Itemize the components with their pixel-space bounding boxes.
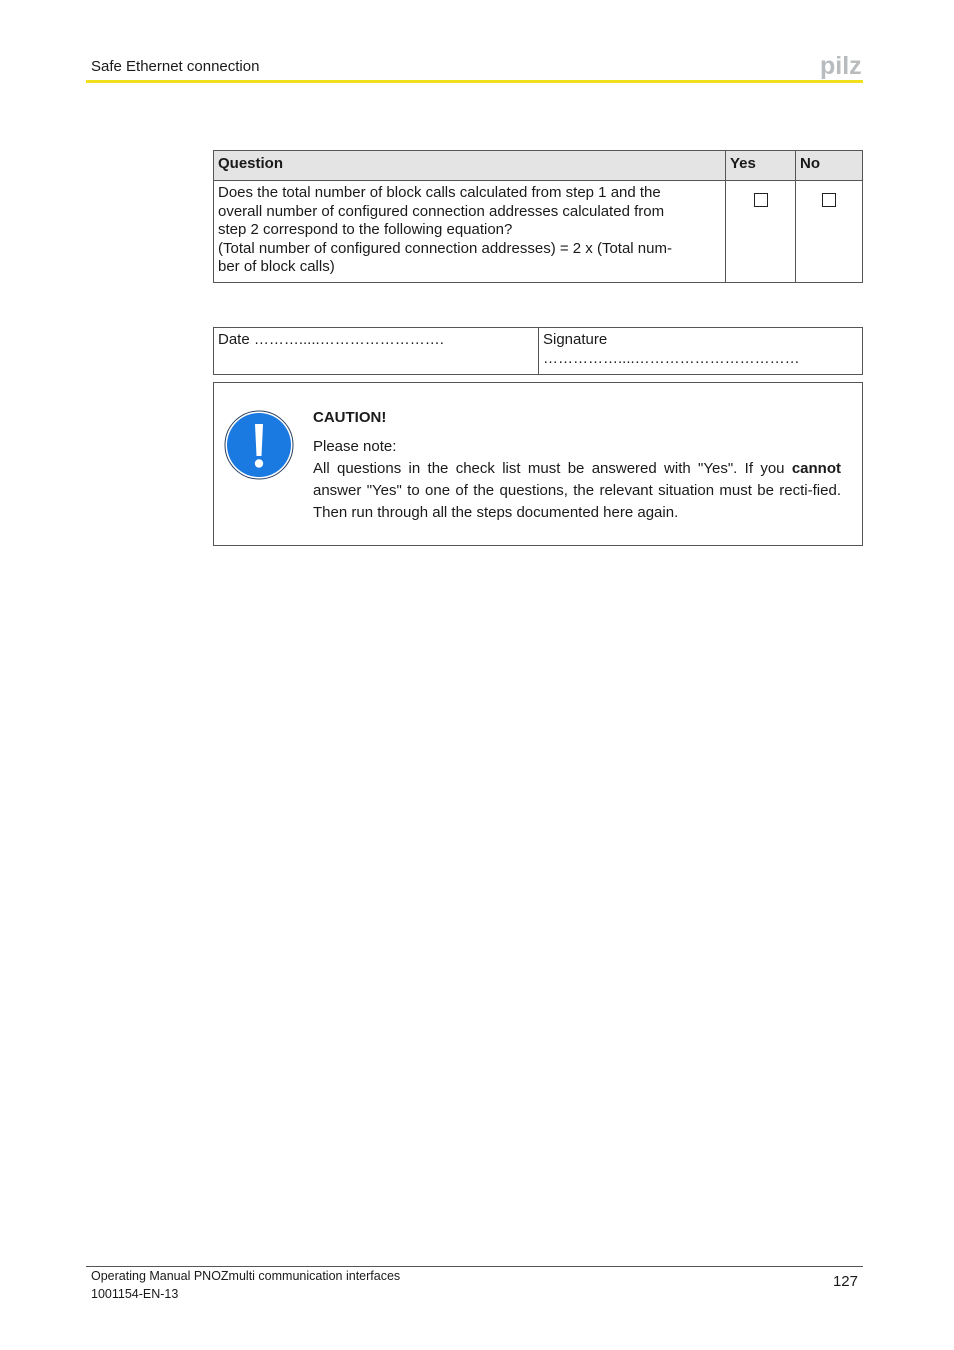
no-checkbox[interactable] [822, 193, 836, 207]
question-line: (Total number of configured connection addresses) = 2 x (Total num- [218, 239, 672, 257]
pilz-logo [820, 54, 864, 80]
checklist-header-row [214, 151, 863, 181]
page-number: 127 [832, 1273, 858, 1290]
caution-text [313, 407, 841, 524]
caution-note: Please note: [313, 438, 397, 455]
signature-line: ……………....…………………………… [543, 349, 800, 367]
signoff-row [214, 328, 863, 375]
header-section-title: Safe Ethernet connection [91, 58, 260, 75]
question-line: ber of block calls) [218, 258, 335, 275]
header-rule [86, 80, 863, 83]
table-row [214, 181, 863, 283]
question-line: step 2 correspond to the following equation? [218, 221, 513, 238]
date-field: Date ……….....……………………. [218, 331, 444, 348]
caution-body-start: All questions in the check list must be answered with "Yes". If you [313, 460, 792, 477]
caution-heading: CAUTION! [313, 409, 387, 426]
footer-manual-title: Operating Manual PNOZmulti communication interfaces [91, 1269, 401, 1283]
checklist-table [213, 150, 863, 283]
pilz-logo-text: pilz [820, 54, 862, 80]
footer-doc-number: 1001154-EN-13 [91, 1287, 179, 1301]
column-header-yes: Yes [726, 151, 796, 181]
yes-checkbox[interactable] [754, 193, 768, 207]
column-header-no: No [796, 151, 863, 181]
caution-body [313, 458, 841, 524]
exclamation-icon [224, 410, 294, 480]
question-line: overall number of configured connection addresses calculated from [218, 202, 665, 220]
caution-box [213, 382, 863, 546]
caution-body-emphasis: cannot [791, 460, 841, 477]
signature-cell [539, 328, 863, 375]
column-header-question: Question [214, 151, 726, 181]
signoff-table [213, 327, 863, 375]
footer-rule [86, 1266, 863, 1267]
question-cell [214, 181, 726, 283]
yes-cell [726, 181, 796, 283]
date-cell [214, 328, 539, 375]
signature-label: Signature [543, 331, 608, 348]
caution-body-end: answer "Yes" to one of the questions, the relevant situation must be recti-fied. Then run through all the steps documented here again. [313, 482, 841, 521]
question-line: Does the total number of block calls calculated from step 1 and the [218, 184, 661, 201]
no-cell [796, 181, 863, 283]
